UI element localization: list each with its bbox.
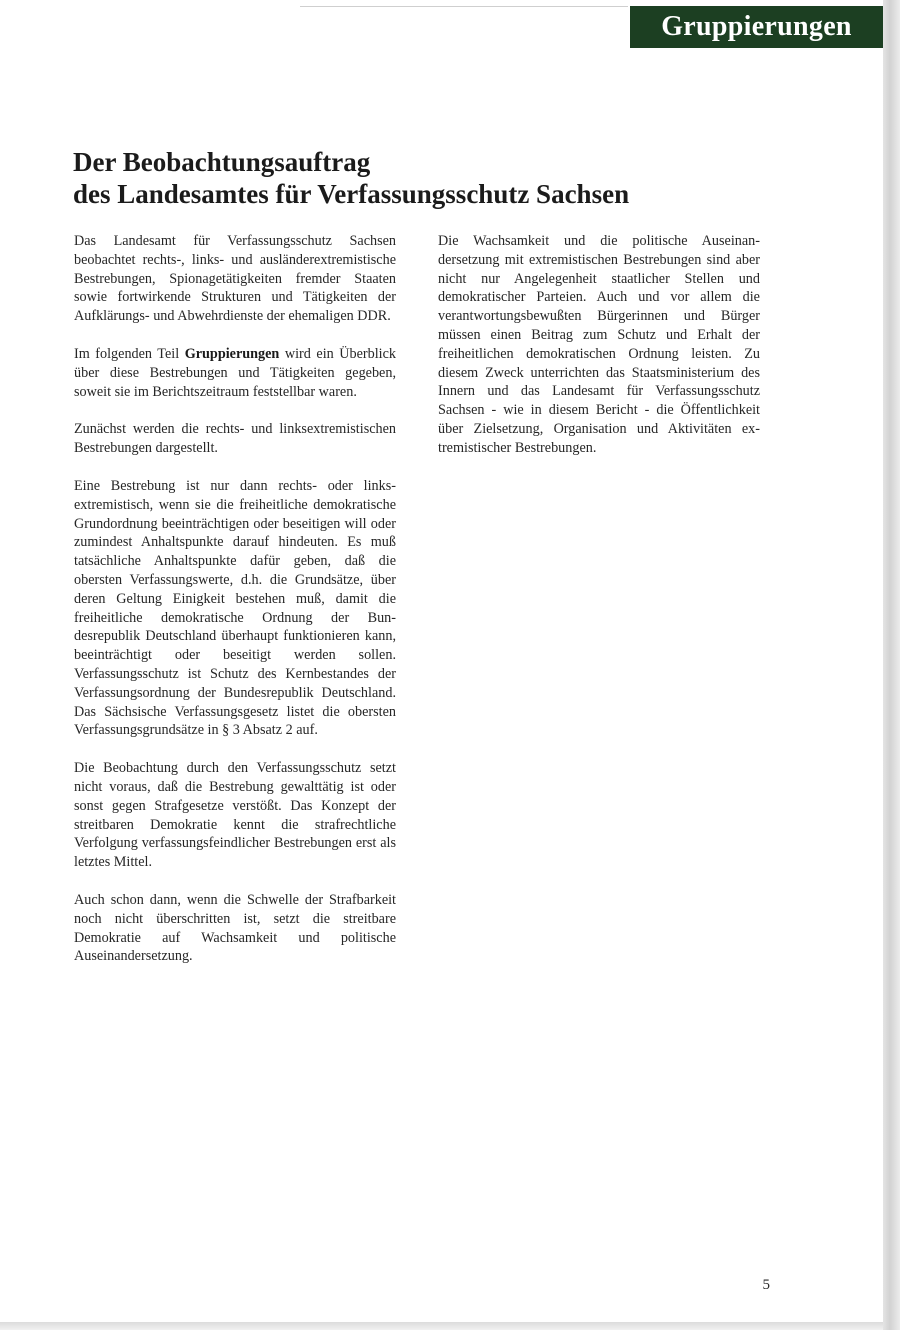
page-title-line-2: des Landesamtes für Verfassungsschutz Sachsen [73, 179, 630, 209]
section-header-tab: Gruppierungen [630, 6, 883, 48]
paragraph-extremism-intro: Zunächst werden die rechts- und linksextremistischen Bestrebungen dargestellt. [74, 421, 396, 457]
paragraph-civic-responsibility: Die Wachsamkeit und die politische Auseinandersetzung mit extremistischen Bestrebungen sind aber nicht nur Angelegenheit staatlicher Stellen und demokratischer Parteien. Auch und vor allem die verantwortungsbewußten Bürgerinnen und Bürger müssen einen Beitrag zum Schutz und Erhalt der freiheitlichen demokratischen Ordnung leisten. Zu diesem Zweck unterrichten das Staatsministerium des Innern und das Landesamt für Verfassungsschutz Sachsen - wie in diesem Bericht - die Öffentlichkeit über Zielsetzung, Organisation und Aktivitäten extremistischer Bestrebungen. [438, 233, 760, 456]
page-top-edge [300, 6, 628, 7]
page-bottom-edge [0, 1322, 883, 1330]
page-title-line-1: Der Beobachtungsauftrag [73, 147, 371, 177]
paragraph-gruppierungen [74, 345, 396, 401]
page-right-edge [883, 0, 900, 1330]
page-title [73, 146, 753, 210]
left-text-column [74, 232, 396, 966]
gruppierungen-bold-term: Gruppierungen [184, 345, 280, 362]
paragraph-gruppierungen-start: Im folgenden Teil [74, 345, 185, 362]
paragraph-extremism-definition: Eine Bestrebung ist nur dann rechts- oder linksextremistisch, wenn sie die freiheitliche demokratische Grundordnung beeinträchtigen oder beseitigen will oder zumindest Anhaltspunkte darauf hindeuten. Es muß tatsächliche Anhaltspunkte dafür geben, daß die obersten Verfassungswerte, d.h. die Grundsätze, über deren Geltung Einigkeit bestehen muß, damit die freiheitliche demokratische Ordnung der Bundesrepublik Deutschland überhaupt funktionieren kann, beeinträchtigt oder beseitigt werden sollen. Verfassungsschutz ist Schutz des Kernbestandes der Verfassungsordnung der Bundesrepublik Deutschland. Das Sächsische Verfassungsgesetz listet die obersten Verfassungsgrundsätze in § 3 Absatz 2 auf. [74, 477, 396, 739]
right-text-column [438, 232, 760, 458]
paragraph-overview: Das Landesamt für Verfassungsschutz Sachsen beobachtet rechts-, links- und ausländerextremistische Bestrebungen, Spionagetätigkeiten fremder Staaten sowie fortwirkende Strukturen und Tätigkeiten der Aufklärungs- und Abwehrdienste der ehemaligen DDR. [74, 233, 396, 325]
paragraph-observation: Die Beobachtung durch den Verfassungsschutz setzt nicht voraus, daß die Bestrebung gewalttätig ist oder sonst gegen Strafgesetze verstößt. Das Konzept der streitbaren Demokratie kennt die strafrechtliche Verfolgung verfassungsfeindlicher Bestrebungen erst als letztes Mittel. [74, 760, 396, 871]
paragraph-gruppierungen-end: wird ein Überblick über diese Bestrebungen und Tätigkeiten gegeben, soweit sie im Berichtszeitraum feststellbar waren. [74, 345, 396, 400]
page-number: 5 [762, 1277, 770, 1293]
paragraph-vigilance: Auch schon dann, wenn die Schwelle der Strafbarkeit noch nicht überschritten ist, setzt die streitbare Demokratie auf Wachsamkeit und politische Auseinandersetzung. [74, 891, 396, 965]
